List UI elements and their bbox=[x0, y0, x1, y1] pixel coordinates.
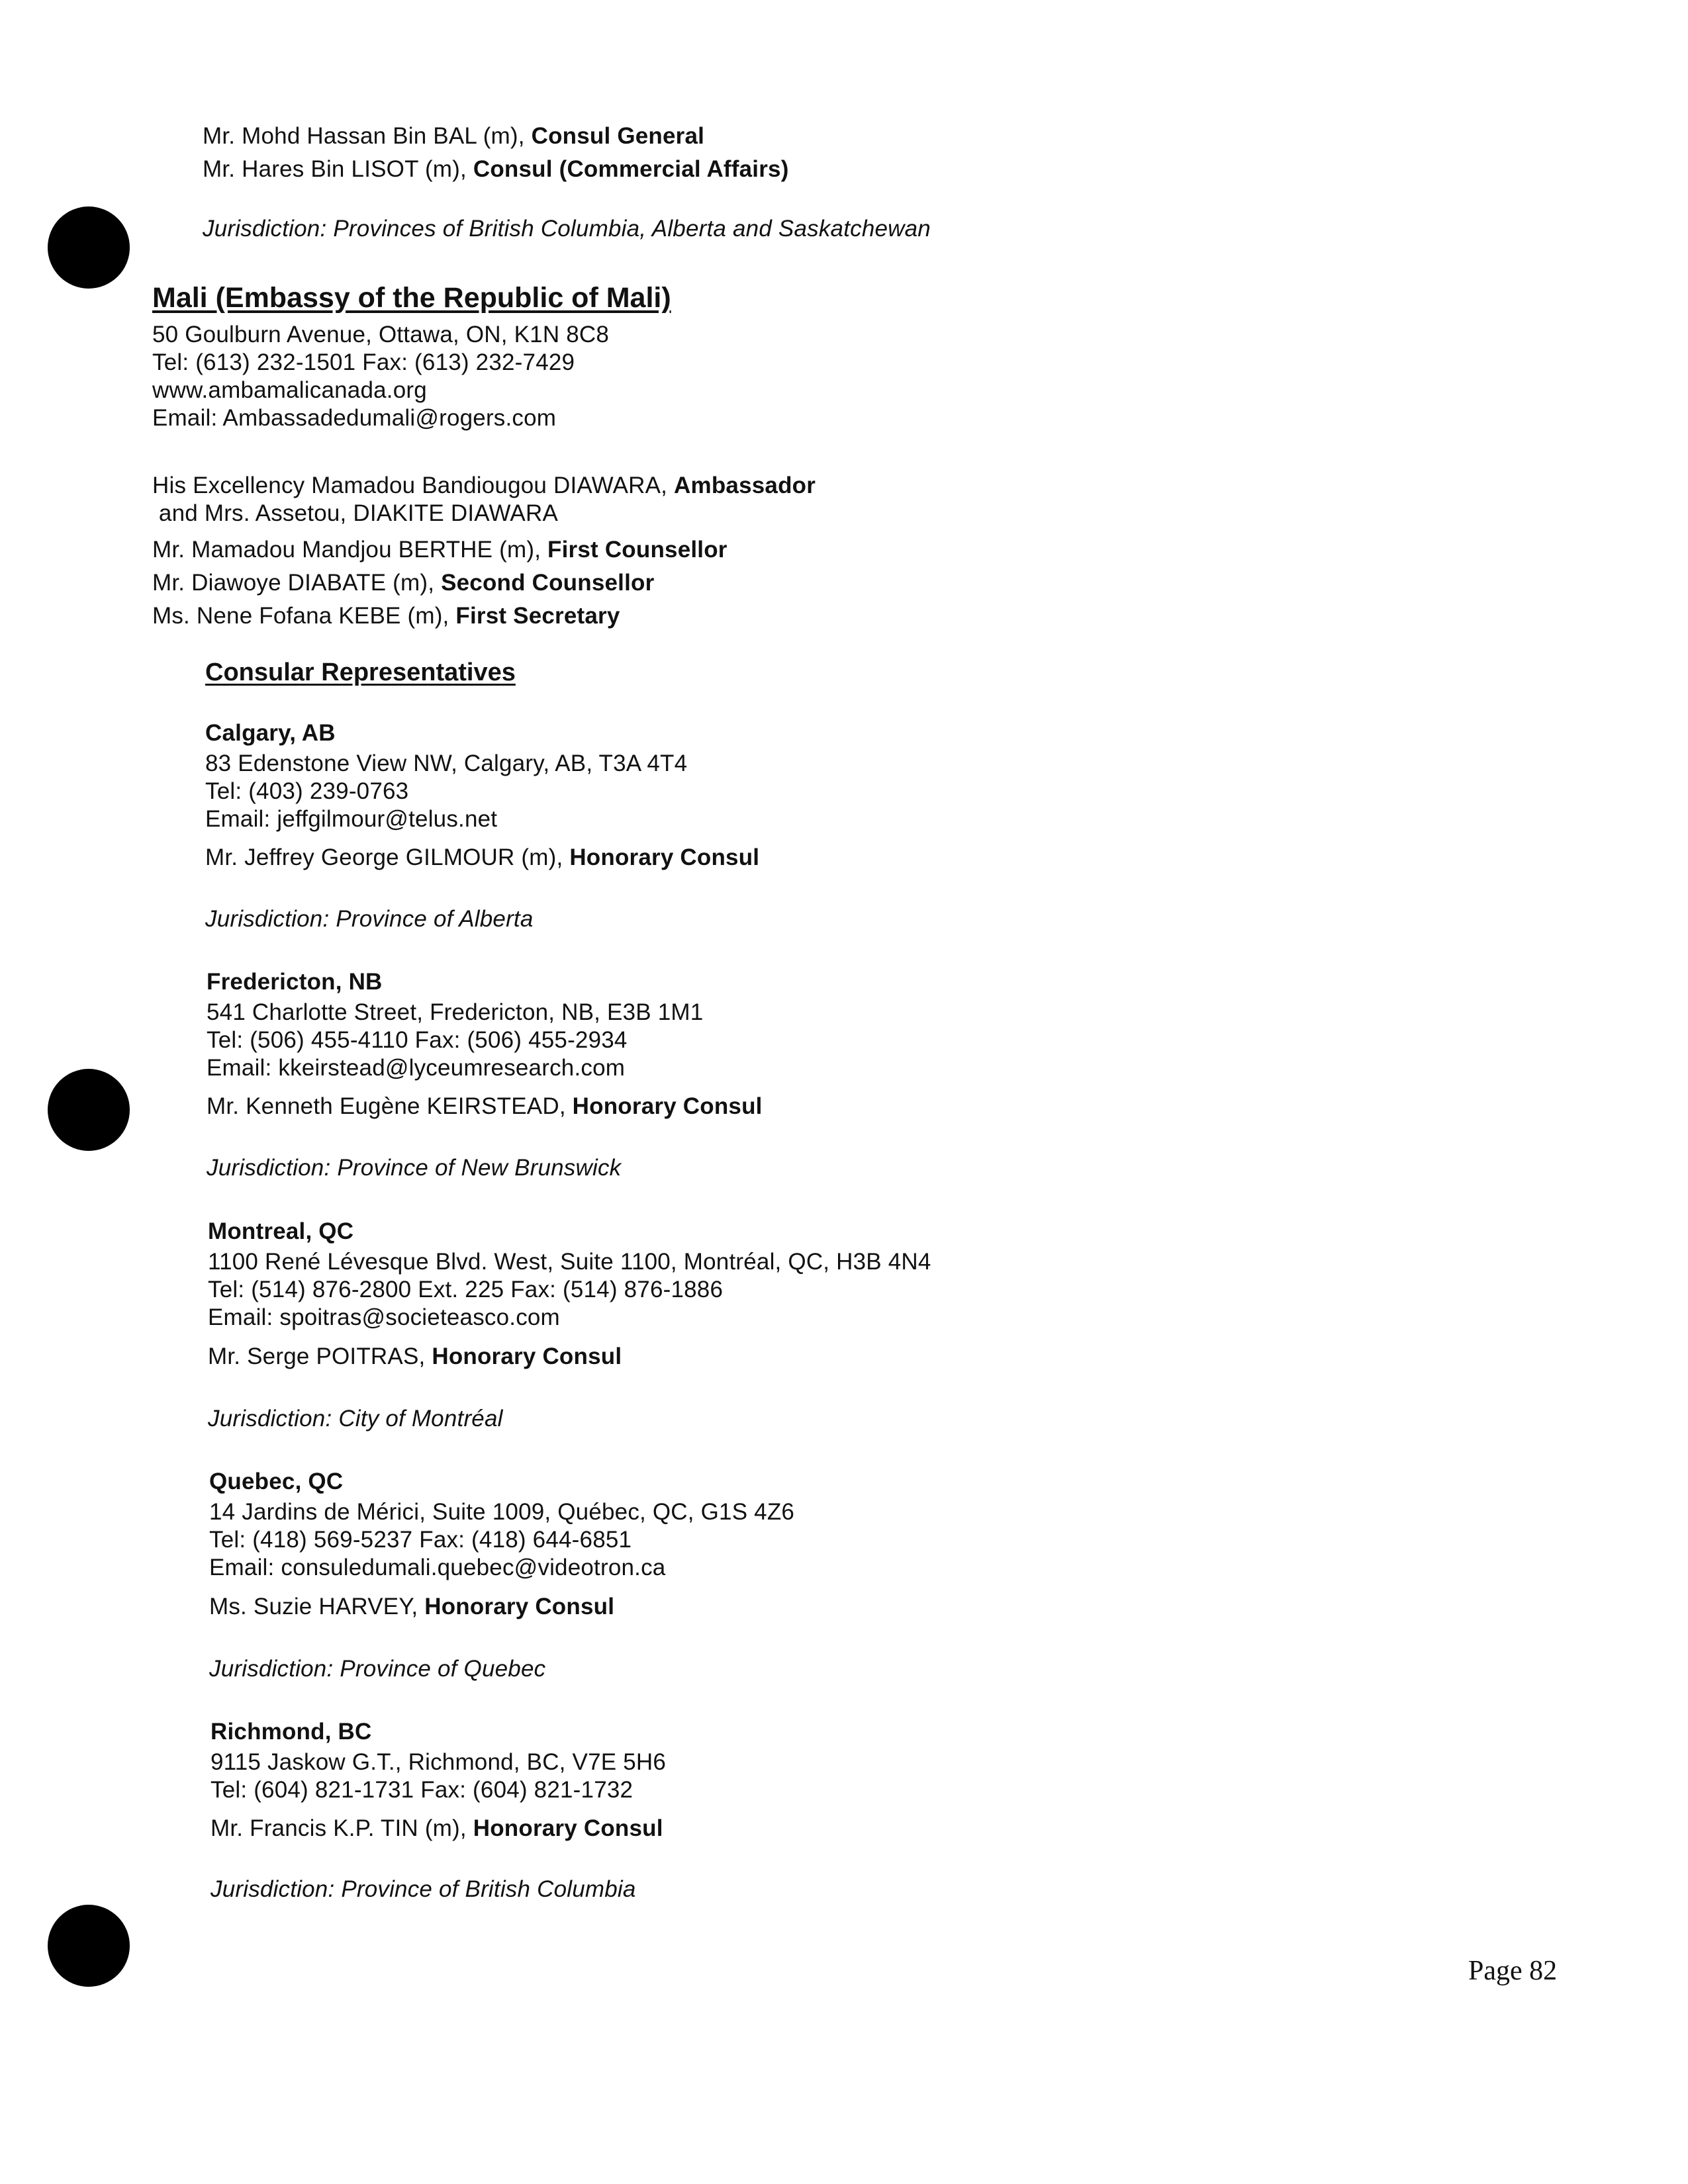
person-title: Honorary Consul bbox=[572, 1093, 763, 1119]
consulate-jurisdiction: Jurisdiction: City of Montréal bbox=[208, 1406, 503, 1432]
top-jurisdiction: Jurisdiction: Provinces of British Columbia, Alberta and Saskatchewan bbox=[203, 216, 931, 242]
person-title: Consul (Commercial Affairs) bbox=[473, 156, 789, 182]
consulate-email[interactable]: Email: spoitras@societeasco.com bbox=[208, 1304, 560, 1330]
consulate-jurisdiction: Jurisdiction: Province of Alberta bbox=[205, 906, 534, 932]
consulate-city: Calgary, AB bbox=[205, 720, 336, 746]
person-title: Honorary Consul bbox=[424, 1594, 615, 1619]
embassy-heading: Mali (Embassy of the Republic of Mali) bbox=[152, 282, 671, 314]
person-title: First Counsellor bbox=[547, 537, 727, 563]
embassy-phone: Tel: (613) 232-1501 Fax: (613) 232-7429 bbox=[152, 349, 575, 375]
embassy-email[interactable]: Email: Ambassadedumali@rogers.com bbox=[152, 405, 557, 431]
consulate-address: 14 Jardins de Mérici, Suite 1009, Québec, QC, G1S 4Z6 bbox=[209, 1499, 795, 1525]
person-name: Mr. Kenneth Eugène KEIRSTEAD, bbox=[207, 1093, 573, 1119]
consulate-jurisdiction: Jurisdiction: Province of British Columbia bbox=[211, 1876, 636, 1902]
consulate-phone: Tel: (514) 876-2800 Ext. 225 Fax: (514) 876-1886 bbox=[208, 1277, 724, 1302]
consulate-contact bbox=[211, 1815, 663, 1843]
consulate-phone: Tel: (506) 455-4110 Fax: (506) 455-2934 bbox=[207, 1027, 628, 1053]
page-number: Page 82 bbox=[1468, 1956, 1558, 1986]
person-name: Ms. Nene Fofana KEBE (m), bbox=[152, 603, 456, 629]
binder-hole-bottom bbox=[48, 1905, 130, 1987]
person-name: Mr. Hares Bin LISOT (m), bbox=[203, 156, 473, 182]
consulate-address: 1100 René Lévesque Blvd. West, Suite 1100, Montréal, QC, H3B 4N4 bbox=[208, 1249, 931, 1275]
staff-ambassador bbox=[152, 472, 816, 500]
consulate-contact bbox=[208, 1343, 622, 1371]
consulate-city: Montreal, QC bbox=[208, 1218, 354, 1244]
staff-first-counsellor bbox=[152, 536, 727, 564]
consular-heading: Consular Representatives bbox=[205, 659, 516, 686]
staff-first-secretary bbox=[152, 602, 620, 630]
binder-hole-middle bbox=[48, 1069, 130, 1151]
consulate-phone: Tel: (604) 821-1731 Fax: (604) 821-1732 bbox=[211, 1777, 633, 1803]
person-name: Mr. Jeffrey George GILMOUR (m), bbox=[205, 844, 570, 870]
binder-hole-top bbox=[48, 206, 130, 289]
embassy-website[interactable]: www.ambamalicanada.org bbox=[152, 377, 427, 403]
person-name: Ms. Suzie HARVEY, bbox=[209, 1594, 425, 1619]
staff-second-counsellor bbox=[152, 569, 654, 597]
person-name: Mr. Francis K.P. TIN (m), bbox=[211, 1815, 473, 1841]
consulate-email[interactable]: Email: kkeirstead@lyceumresearch.com bbox=[207, 1055, 626, 1081]
person-name: and Mrs. Assetou, DIAKITE DIAWARA bbox=[152, 500, 558, 526]
consulate-phone: Tel: (418) 569-5237 Fax: (418) 644-6851 bbox=[209, 1527, 632, 1553]
person-name: Mr. Mamadou Mandjou BERTHE (m), bbox=[152, 537, 548, 563]
person-name: Mr. Diawoye DIABATE (m), bbox=[152, 570, 442, 596]
consulate-contact bbox=[205, 844, 759, 872]
staff-spouse bbox=[152, 500, 558, 527]
person-title: Honorary Consul bbox=[569, 844, 760, 870]
consulate-phone: Tel: (403) 239-0763 bbox=[205, 778, 409, 804]
consulate-contact bbox=[209, 1593, 614, 1621]
consulate-city: Fredericton, NB bbox=[207, 969, 383, 995]
person-title: Honorary Consul bbox=[432, 1343, 622, 1369]
consulate-contact bbox=[207, 1093, 763, 1120]
embassy-address: 50 Goulburn Avenue, Ottawa, ON, K1N 8C8 bbox=[152, 322, 610, 347]
consulate-address: 83 Edenstone View NW, Calgary, AB, T3A 4T4 bbox=[205, 751, 688, 776]
person-title: Second Counsellor bbox=[441, 570, 655, 596]
consulate-email[interactable]: Email: consuledumali.quebec@videotron.ca bbox=[209, 1555, 666, 1580]
consul-commercial-line bbox=[203, 156, 789, 183]
person-title: Honorary Consul bbox=[473, 1815, 663, 1841]
consulate-city: Richmond, BC bbox=[211, 1719, 372, 1745]
person-name: Mr. Mohd Hassan Bin BAL (m), bbox=[203, 123, 532, 149]
person-title: First Secretary bbox=[455, 603, 620, 629]
consulate-address: 541 Charlotte Street, Fredericton, NB, E3B 1M1 bbox=[207, 999, 704, 1025]
consulate-jurisdiction: Jurisdiction: Province of Quebec bbox=[209, 1656, 546, 1682]
consulate-city: Quebec, QC bbox=[209, 1469, 344, 1494]
consulate-address: 9115 Jaskow G.T., Richmond, BC, V7E 5H6 bbox=[211, 1749, 667, 1775]
person-name: Mr. Serge POITRAS, bbox=[208, 1343, 432, 1369]
person-name: His Excellency Mamadou Bandiougou DIAWARA, bbox=[152, 473, 675, 498]
consul-general-line bbox=[203, 122, 704, 150]
consulate-email[interactable]: Email: jeffgilmour@telus.net bbox=[205, 806, 498, 832]
consulate-jurisdiction: Jurisdiction: Province of New Brunswick bbox=[207, 1155, 622, 1181]
person-title: Ambassador bbox=[674, 473, 816, 498]
person-title: Consul General bbox=[531, 123, 705, 149]
